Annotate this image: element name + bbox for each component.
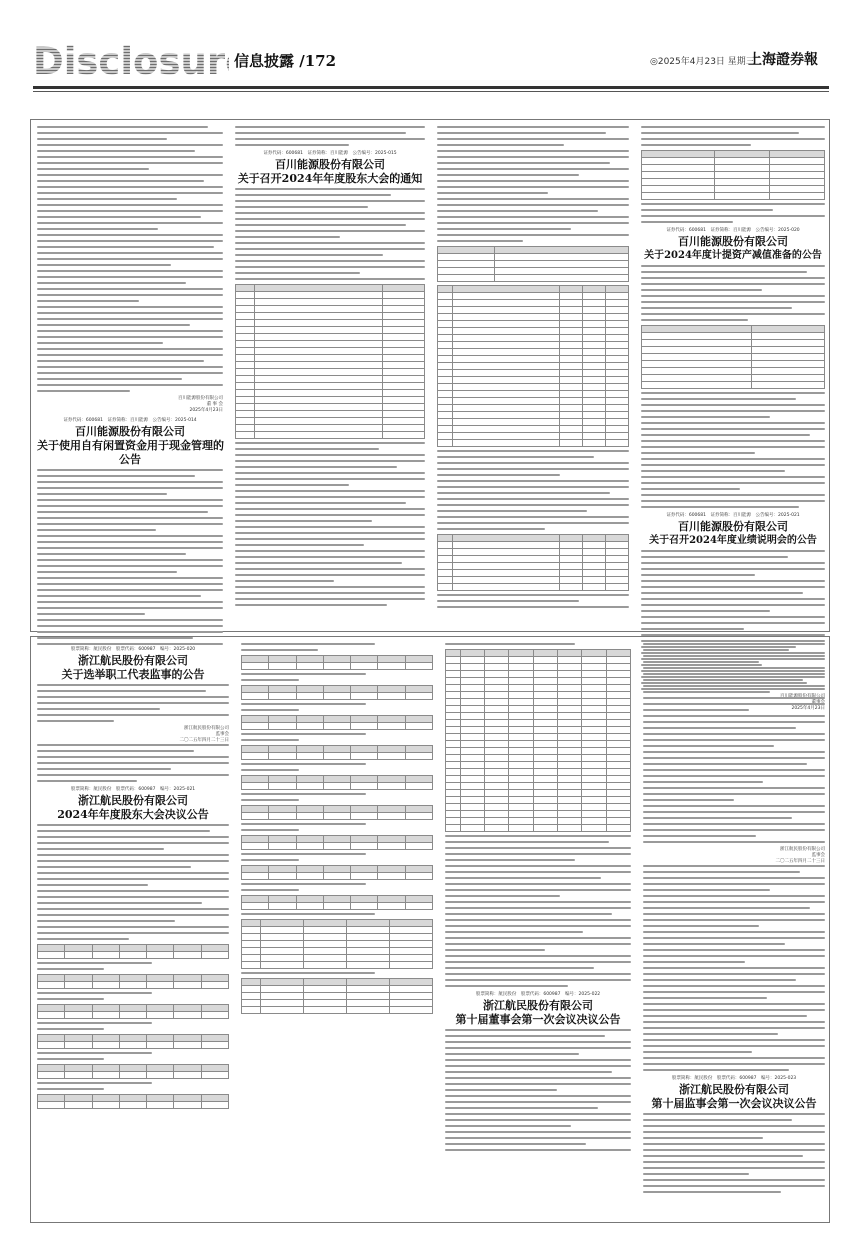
body-text-block xyxy=(437,126,629,242)
impairment-detail-table xyxy=(641,325,825,389)
notice-heading xyxy=(643,1075,825,1111)
notice-heading xyxy=(445,991,631,1027)
vote-result-table xyxy=(241,805,433,820)
body-text-block xyxy=(37,992,229,1000)
body-text-block xyxy=(445,1029,631,1151)
bottom-column-1 xyxy=(37,643,229,1217)
notice-title: 关于召开2024年年度股东大会的通知 xyxy=(237,172,423,185)
company-name: 百川能源股份有限公司 xyxy=(678,520,788,533)
notice-title: 第十届董事会第一次会议决议公告 xyxy=(455,1013,621,1026)
body-text-block xyxy=(241,913,433,915)
notice-codes: 股票简称：航民股份 股票代码：600987 编号：2025-022 xyxy=(475,992,601,997)
body-text-block xyxy=(241,793,433,801)
masthead-rule xyxy=(33,86,829,89)
top-column-1 xyxy=(37,126,223,626)
vote-result-table xyxy=(241,655,433,670)
body-text-block xyxy=(37,469,223,645)
notice-title-cont: 公告 xyxy=(119,453,141,466)
notice-heading xyxy=(641,227,825,263)
body-text-block xyxy=(241,763,433,771)
bottom-column-4 xyxy=(643,643,825,1217)
notice-title: 关于使用自有闲置资金用于现金管理的 xyxy=(37,439,224,452)
vote-result-table xyxy=(241,895,433,910)
notice-heading xyxy=(641,512,825,548)
notice-title: 第十届监事会第一次会议决议公告 xyxy=(651,1097,817,1110)
signature-block: 浙江航民股份有限公司 监事会 二〇二五年四月二十三日 xyxy=(775,847,825,864)
vote-result-table xyxy=(241,715,433,730)
notice-title: 关于选举职工代表监事的公告 xyxy=(61,668,205,681)
body-text-block xyxy=(445,835,631,987)
body-text-block xyxy=(241,883,433,891)
body-text-block xyxy=(37,824,229,940)
body-text-block xyxy=(241,853,433,861)
body-text-block xyxy=(37,744,229,782)
company-name: 浙江航民股份有限公司 xyxy=(679,1083,789,1096)
bottom-half-panel xyxy=(30,636,830,1223)
vote-result-table xyxy=(37,974,229,989)
body-text-block xyxy=(641,203,825,223)
bottom-column-3 xyxy=(445,643,631,1217)
body-text-block xyxy=(241,733,433,741)
section-title: 信息披露 /172 xyxy=(234,52,337,70)
body-text-block xyxy=(437,594,629,608)
proxy-form-table xyxy=(437,534,629,591)
brand-wordmark: Disclosure xyxy=(33,40,251,83)
body-text-block xyxy=(437,450,629,530)
notice-title: 关于召开2024年度业绩说明会的公告 xyxy=(649,535,817,546)
attendance-table xyxy=(437,246,629,282)
vote-result-table xyxy=(241,775,433,790)
body-text-block xyxy=(641,265,825,321)
notice-codes: 股票简称：航民股份 股票代码：600987 编号：2025-020 xyxy=(70,647,196,652)
company-name: 浙江航民股份有限公司 xyxy=(78,794,188,807)
vote-result-table xyxy=(37,1004,229,1019)
vote-result-table xyxy=(37,1064,229,1079)
agenda-table xyxy=(235,284,425,439)
signature-block: 百川能源股份有限公司 董 事 会 2025年4月23日 xyxy=(178,396,223,413)
bottom-column-2 xyxy=(241,643,433,1217)
top-column-2 xyxy=(235,126,425,626)
issue-date: ◎2025年4月23日 星期三 xyxy=(650,57,755,67)
body-text-block xyxy=(235,188,425,280)
company-name: 浙江航民股份有限公司 xyxy=(78,654,188,667)
voting-table xyxy=(437,285,629,447)
body-text-block xyxy=(445,643,631,645)
body-text-block xyxy=(641,392,825,508)
company-name: 百川能源股份有限公司 xyxy=(75,425,185,438)
notice-codes: 证券代码：600681 证券简称：百川能源 公告编号：2025-014 xyxy=(63,418,197,423)
body-text-block xyxy=(37,1022,229,1030)
body-text-block xyxy=(241,703,433,711)
vote-result-table xyxy=(241,835,433,850)
notice-heading xyxy=(37,646,229,682)
company-name: 百川能源股份有限公司 xyxy=(678,235,788,248)
body-text-block xyxy=(37,684,229,722)
body-text-block xyxy=(37,962,229,970)
notice-heading xyxy=(37,417,223,467)
body-text-block xyxy=(37,126,223,392)
notice-heading xyxy=(37,786,229,822)
vote-result-table xyxy=(37,1094,229,1109)
cumulative-vote-table xyxy=(241,978,433,1014)
body-text-block xyxy=(643,1113,825,1193)
notice-codes: 证券代码：600681 证券简称：百川能源 公告编号：2025-020 xyxy=(666,228,800,233)
masthead xyxy=(0,0,857,100)
vote-result-table xyxy=(241,745,433,760)
notice-title: 2024年年度股东大会决议公告 xyxy=(57,808,209,821)
notice-title: 关于2024年度计提资产减值准备的公告 xyxy=(644,250,822,261)
body-text-block xyxy=(643,643,825,843)
body-text-block xyxy=(235,126,425,146)
vote-detail-table xyxy=(445,649,631,832)
company-name: 浙江航民股份有限公司 xyxy=(483,999,593,1012)
signature-block: 2025年4月23日 xyxy=(791,706,825,711)
vote-result-table xyxy=(241,865,433,880)
vote-result-table xyxy=(37,1034,229,1049)
top-column-3 xyxy=(437,126,629,626)
body-text-block xyxy=(37,1082,229,1090)
signature-block: 浙江航民股份有限公司 监事会 二〇二五年四月二十三日 xyxy=(179,726,229,743)
notice-codes: 股票简称：航民股份 股票代码：600987 编号：2025-023 xyxy=(671,1076,797,1081)
impairment-table xyxy=(641,150,825,200)
body-text-block xyxy=(241,643,433,651)
body-text-block xyxy=(37,1052,229,1060)
notice-codes: 股票简称：航民股份 股票代码：600987 编号：2025-021 xyxy=(70,787,196,792)
notice-codes: 证券代码：600681 证券简称：百川能源 公告编号：2025-015 xyxy=(263,151,397,156)
body-text-block xyxy=(235,442,425,606)
body-text-block xyxy=(641,126,825,146)
newspaper-name: 上海證券報 xyxy=(748,52,818,68)
top-column-4 xyxy=(641,126,825,711)
vote-result-table xyxy=(37,944,229,959)
vote-result-table xyxy=(241,685,433,700)
masthead-rule-thin xyxy=(33,91,829,92)
body-text-block xyxy=(643,865,825,1071)
notice-heading xyxy=(235,150,425,186)
company-name: 百川能源股份有限公司 xyxy=(275,158,385,171)
body-text-block xyxy=(241,823,433,831)
notice-codes: 证券代码：600681 证券简称：百川能源 公告编号：2025-021 xyxy=(666,513,800,518)
body-text-block xyxy=(241,972,433,974)
cumulative-vote-table xyxy=(241,919,433,969)
body-text-block xyxy=(241,673,433,681)
